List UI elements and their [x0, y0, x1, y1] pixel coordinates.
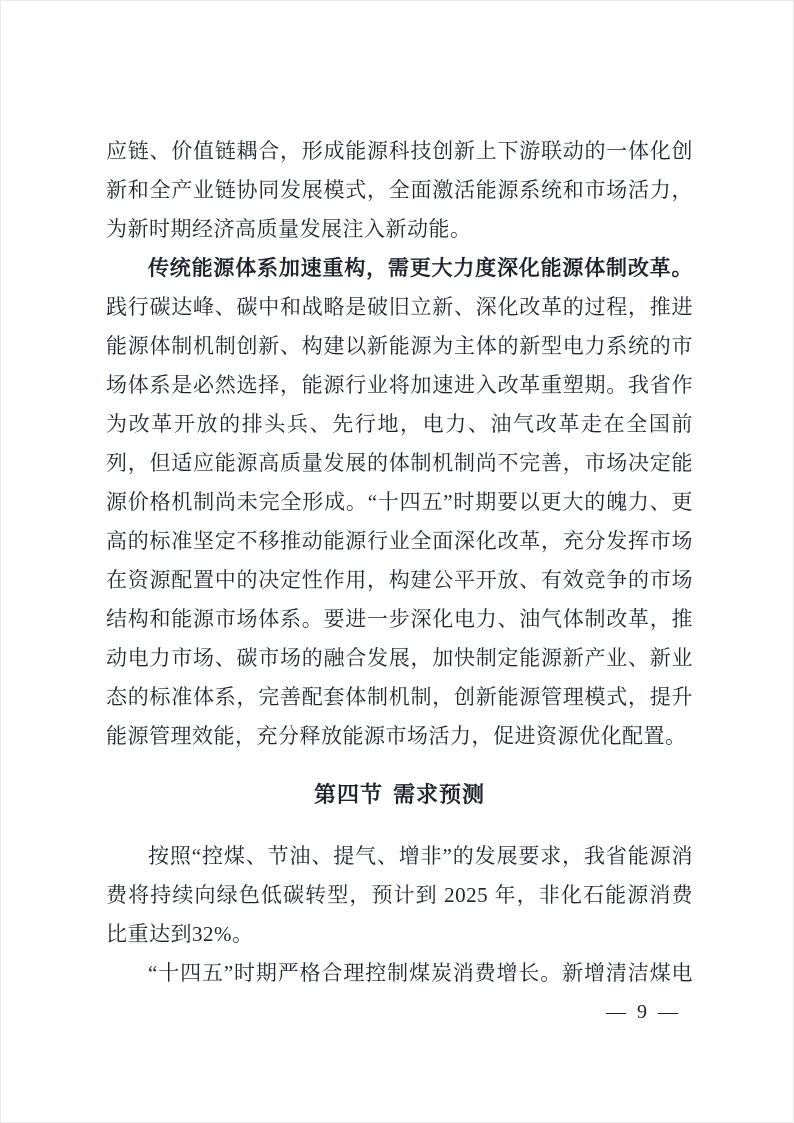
paragraph-energy-reform: [106, 249, 693, 756]
page-number: — 9 —: [606, 1001, 681, 1023]
paragraph-coal-control: “十四五”时期严格合理控制煤炭消费增长。新增清洁煤电: [148, 961, 693, 985]
document-body: [106, 132, 693, 993]
section-heading: [106, 775, 693, 814]
paragraph-energy-reform-body: 践行碳达峰、碳中和战略是破旧立新、深化改革的过程，推进能源体制机制创新、构建以新能源为主体的新型电力系统的市场体系是必然选择，能源行业将加速进入改革重塑期。我省作为改革开放的排头兵、先行地，电力、油气改革走在全国前列，但适应能源高质量发展的体制机制尚不完善，市场决定能源价格机制尚未完全形成。“十四五”时期要以更大的魄力、更高的标准坚定不移推动能源行业全面深化改革，充分发挥市场在资源配置中的决定性作用，构建公平开放、有效竞争的市场结构和能源市场体系。要进一步深化电力、油气体制改革，推动电力市场、碳市场的融合发展，加快制定能源新产业、新业态的标准体系，完善配套体制机制，创新能源管理模式，提升能源管理效能，充分释放能源市场活力，促进资源优化配置。: [106, 295, 693, 748]
paragraph-energy-reform-lead: 传统能源体系加速重构，需更大力度深化能源体制改革。: [148, 257, 693, 280]
section-number: 第四节: [313, 782, 383, 807]
paragraph-continuation: 应链、价值链耦合，形成能源科技创新上下游联动的一体化创新和全产业链协同发展模式，全面激活能源系统和市场活力，为新时期经济高质量发展注入新动能。: [106, 139, 693, 241]
paragraph-demand-forecast: 按照“控煤、节油、提气、增非”的发展要求，我省能源消费将持续向绿色低碳转型，预计到 2025 年，非化石能源消费比重达到32%。: [106, 844, 693, 946]
section-title: 需求预测: [393, 782, 486, 807]
